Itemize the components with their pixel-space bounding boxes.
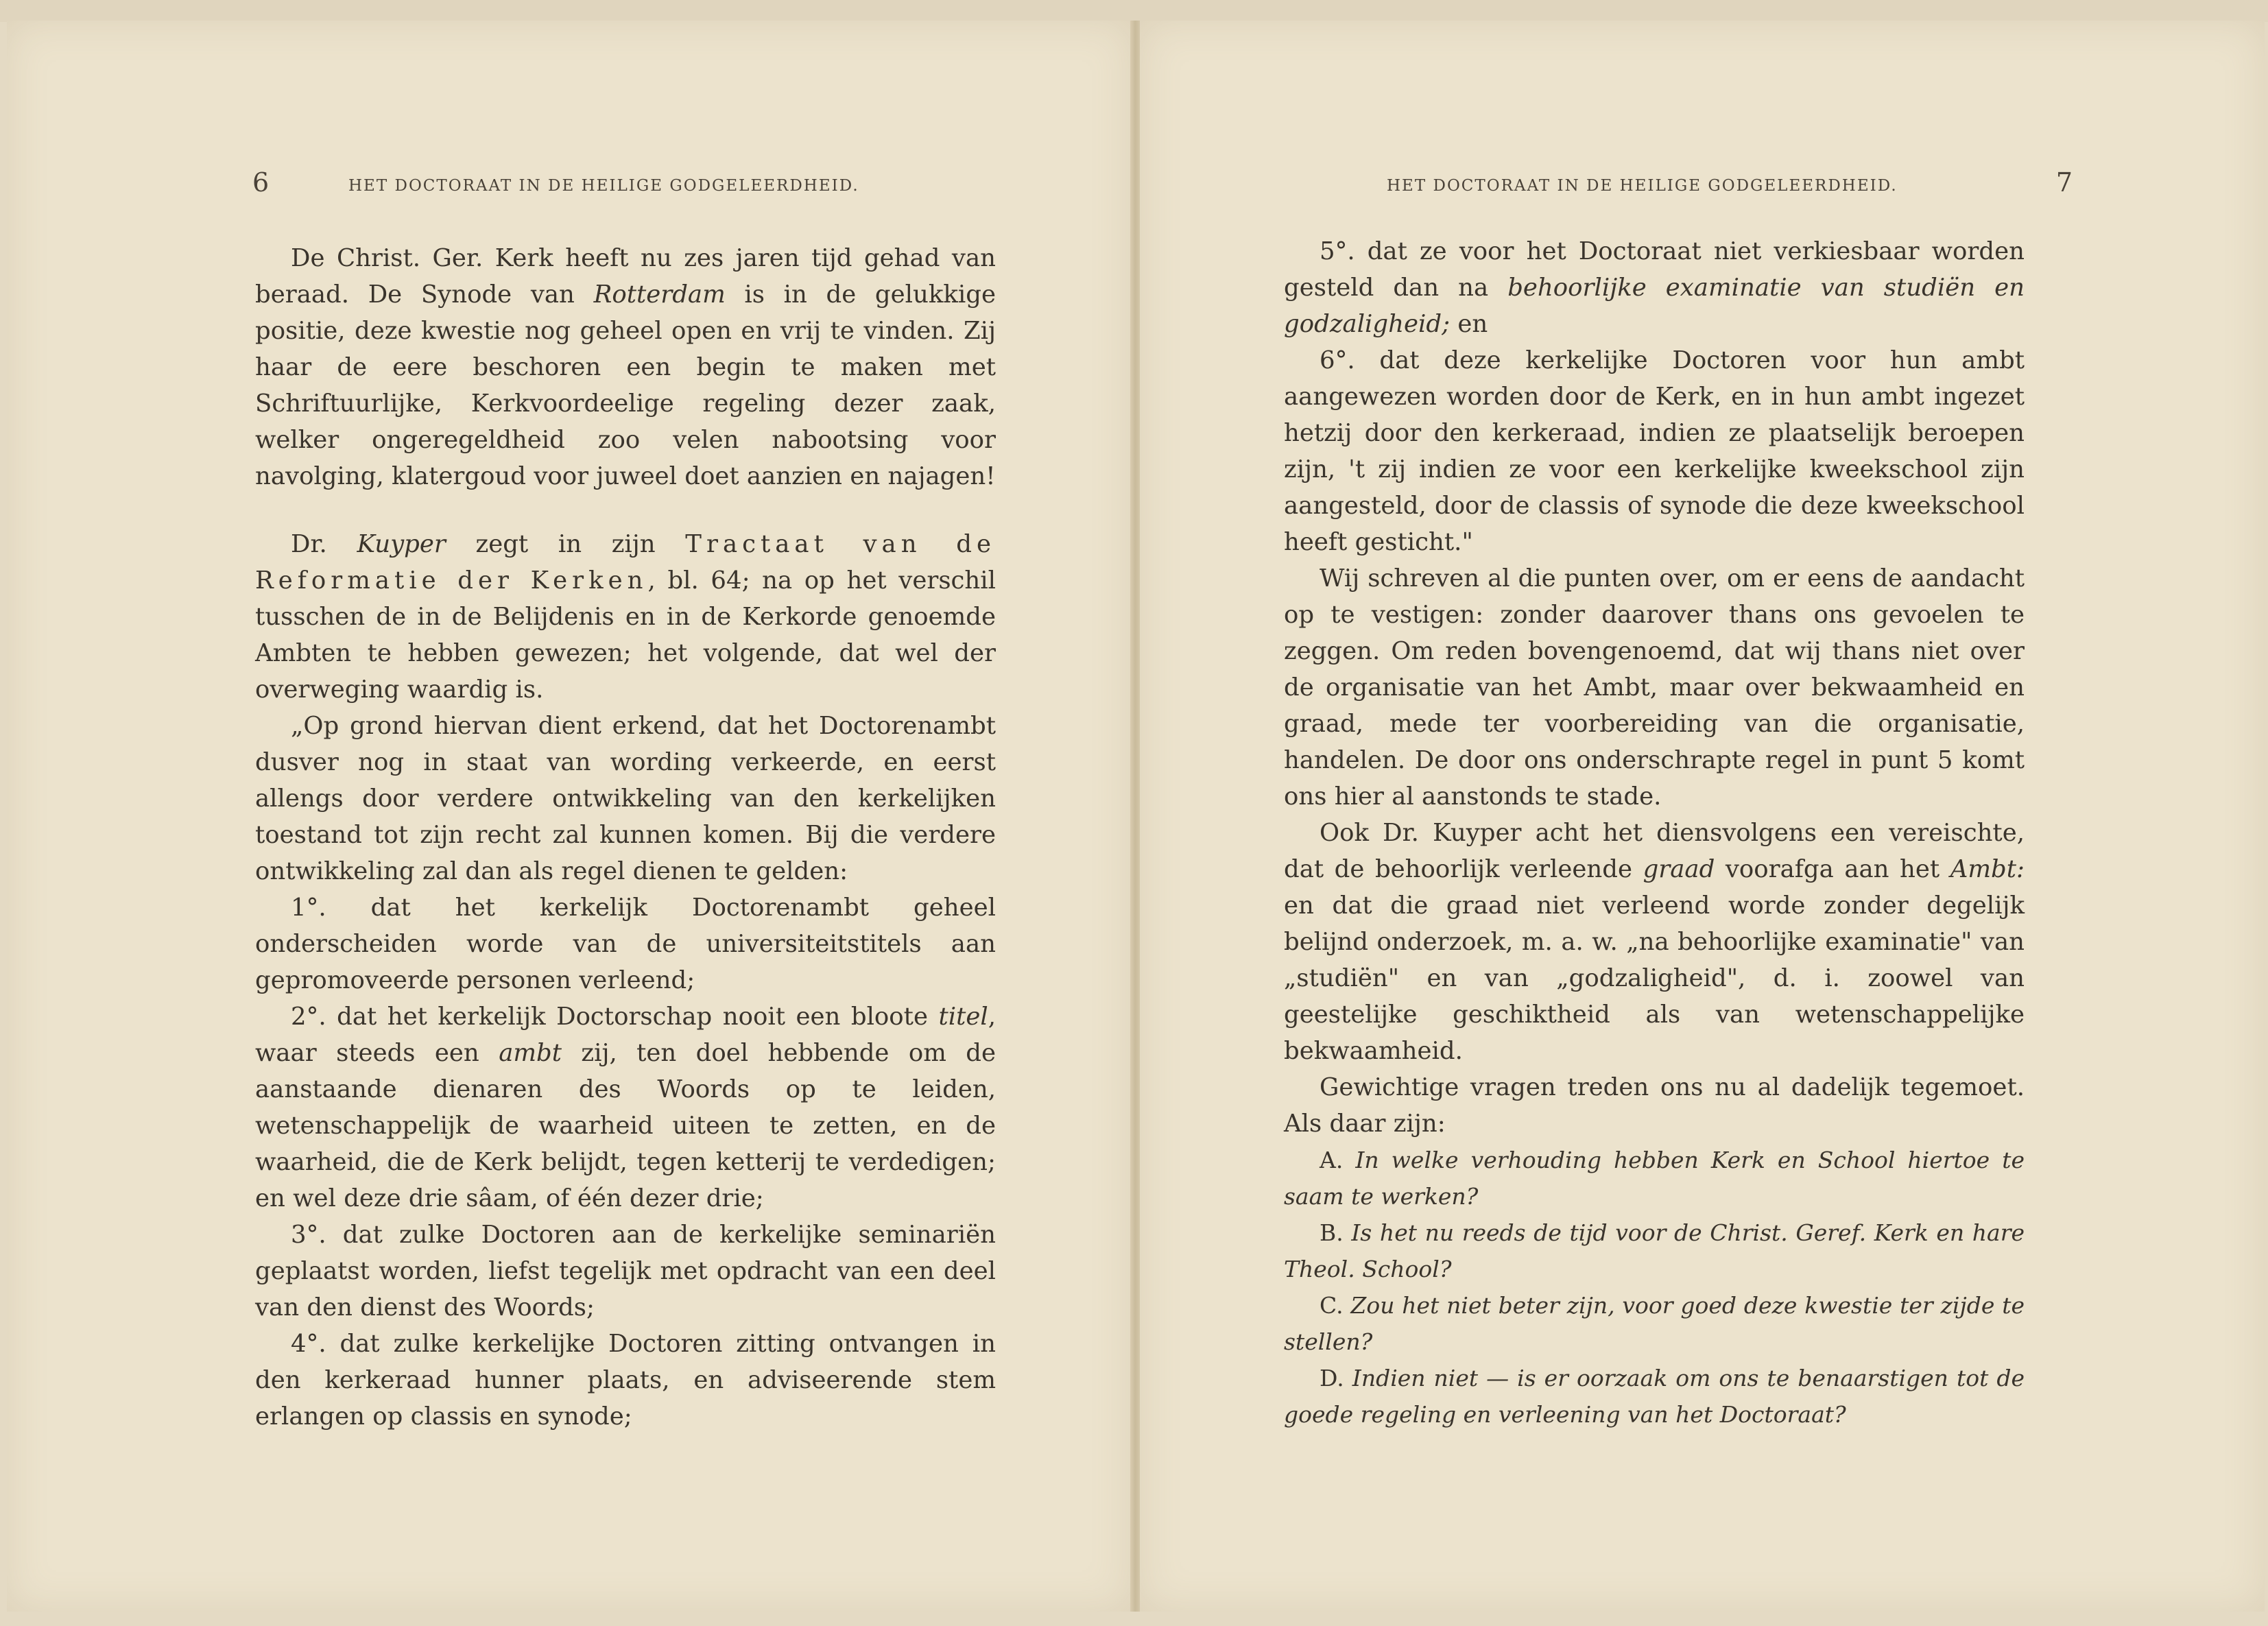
left-page-header — [252, 167, 979, 207]
question-text: Is het nu reeds de tijd voor de Christ. Geref. Kerk en hare Theol. School? — [1284, 1219, 2025, 1282]
text-run: , waar steeds een — [255, 1003, 996, 1067]
paragraph — [255, 240, 996, 494]
text-run: , bl. 64; na op het verschil tusschen de in de Belijdenis en in de Kerkorde genoemde Ambten te hebben gewezen; het volgende, dat wel der overweging waardig is. — [255, 566, 996, 704]
text-run: en dat die graad niet verleend worde zonder degelijk belijnd onderzoek, m. a. w. „na behoorlijke examinatie" van „studiën" en van „godzaligheid", d. i. zoowel van geestelijke geschiktheid als van wetenschappelijke bekwaamheid. — [1284, 892, 2025, 1065]
question-text: Indien niet — is er oorzaak om ons te benaarstigen tot de goede regeling en verleening van het Doctoraat? — [1284, 1365, 2025, 1428]
list-item-1: 1°. dat het kerkelijk Doctorenambt geheel onderscheiden worde van de universiteitstitels aan gepromoveerde personen verleend; — [255, 894, 996, 994]
right-page-header — [1387, 167, 2073, 207]
paragraph: Wij schreven al die punten over, om er eens de aandacht op te vestigen: zonder daarover thans ons gevoelen te zeggen. Om reden bovengenoemd, dat wij thans niet over de organisatie van het Ambt, maar over bekwaamheid en graad, mede ter voorbereiding van die organisatie, handelen. De door ons onderschrapte regel in punt 5 komt ons hier al aanstonds te stade. — [1284, 564, 2025, 811]
list-item-2 — [255, 999, 996, 1217]
running-head: HET DOCTORAAT IN DE HEILIGE GODGELEERDHEID. — [1387, 177, 1898, 195]
running-head: HET DOCTORAAT IN DE HEILIGE GODGELEERDHEID. — [348, 177, 859, 195]
text-run: 2°. dat het kerkelijk Doctorschap nooit een bloote — [291, 1003, 939, 1031]
text-run: is in de gelukkige positie, deze kwestie nog geheel open en vrij te vinden. Zij haar de eere beschoren een begin te maken met Schriftuurlijke, Kerkvoordeelige regeling dezer zaak, welker ongeregeldheid zoo velen nabootsing voor navolging, klatergoud voor juweel doet aanzien en najagen! — [255, 280, 996, 490]
right-page-body — [1284, 233, 2025, 1433]
text-run: zij, ten doel hebbende om de aanstaande dienaren des Woords op te leiden, wetenschappelijk de waarheid uiteen te zetten, en de waarheid, die de Kerk belijdt, tegen ketterij te verdedigen; en wel deze drie sâam, of één dezer drie; — [255, 1039, 996, 1212]
text-run: en — [1450, 310, 1488, 338]
text-run: Ook Dr. Kuyper acht het diensvolgens een vereischte, dat de behoorlijk verleende — [1284, 819, 2025, 883]
left-page — [7, 21, 1132, 1612]
text-run: Dr. — [291, 530, 357, 558]
question-label: D. — [1320, 1365, 1352, 1391]
question-text: Zou het niet beter zijn, voor goed deze kwestie ter zijde te stellen? — [1284, 1292, 2025, 1355]
text-run: De Christ. Ger. Kerk heeft nu zes jaren tijd gehad van beraad. De Synode van — [255, 244, 996, 309]
text-run: voorafga aan het — [1715, 855, 1950, 883]
list-item-4: 4°. dat zulke kerkelijke Doctoren zitting ontvangen in den kerkeraad hunner plaats, en adviseerende stem erlangen op classis en synode; — [255, 1330, 996, 1431]
list-item-5 — [1284, 233, 2025, 342]
text-run: zegt in zijn — [445, 530, 686, 558]
italic-word: graad — [1643, 855, 1715, 883]
left-page-body — [255, 240, 996, 1435]
italic-word: Ambt: — [1950, 855, 2025, 883]
text-run: 5°. dat ze voor het Doctoraat niet verkiesbaar worden gesteld dan na — [1284, 237, 2025, 302]
italic-word: ambt — [499, 1039, 562, 1067]
italic-place-name: Rotterdam — [593, 280, 726, 309]
page-number: 7 — [2055, 167, 2073, 198]
paragraph: Gewichtige vragen treden ons nu al dadelijk tegemoet. Als daar zijn: — [1284, 1073, 2025, 1138]
spaced-book-title: Tractaat van de Reformatie der Kerken — [255, 530, 996, 595]
right-page — [1140, 21, 2265, 1612]
paragraph — [255, 526, 996, 708]
italic-phrase: behoorlijke examinatie van studiën en godzaligheid; — [1284, 274, 2025, 338]
paragraph — [1284, 815, 2025, 1069]
italic-author-name: Kuyper — [357, 530, 446, 558]
italic-word: titel — [938, 1003, 988, 1031]
list-item-6: 6°. dat deze kerkelijke Doctoren voor hun ambt aangewezen worden door de Kerk, en in hun ambt ingezet hetzij door den kerkeraad, indien ze plaatselijk beroepen zijn, 't zij indien ze voor een kerkelijke kweekschool zijn aangesteld, door de classis of synode die deze kweekschool heeft gesticht." — [1284, 346, 2025, 556]
question-d — [1284, 1360, 2025, 1433]
question-label: A. — [1320, 1147, 1356, 1173]
page-number: 6 — [252, 167, 270, 198]
scan-top-edge — [0, 0, 2268, 22]
quote-paragraph: „Op grond hiervan dient erkend, dat het Doctorenambt dusver nog in staat van wording verkeerde, en eerst allengs door verdere ontwikkeling van den kerkelijken toestand tot zijn recht zal kunnen komen. Bij die verdere ontwikkeling zal dan als regel dienen te gelden: — [255, 712, 996, 885]
question-text: In welke verhouding hebben Kerk en School hiertoe te saam te werken? — [1284, 1147, 2025, 1210]
question-label: C. — [1320, 1292, 1351, 1319]
question-label: B. — [1320, 1219, 1352, 1246]
question-b — [1284, 1215, 2025, 1287]
question-a — [1284, 1142, 2025, 1215]
list-item-3: 3°. dat zulke Doctoren aan de kerkelijke seminariën geplaatst worden, liefst tegelijk met opdracht van een deel van den dienst des Woords; — [255, 1221, 996, 1322]
question-c — [1284, 1287, 2025, 1360]
